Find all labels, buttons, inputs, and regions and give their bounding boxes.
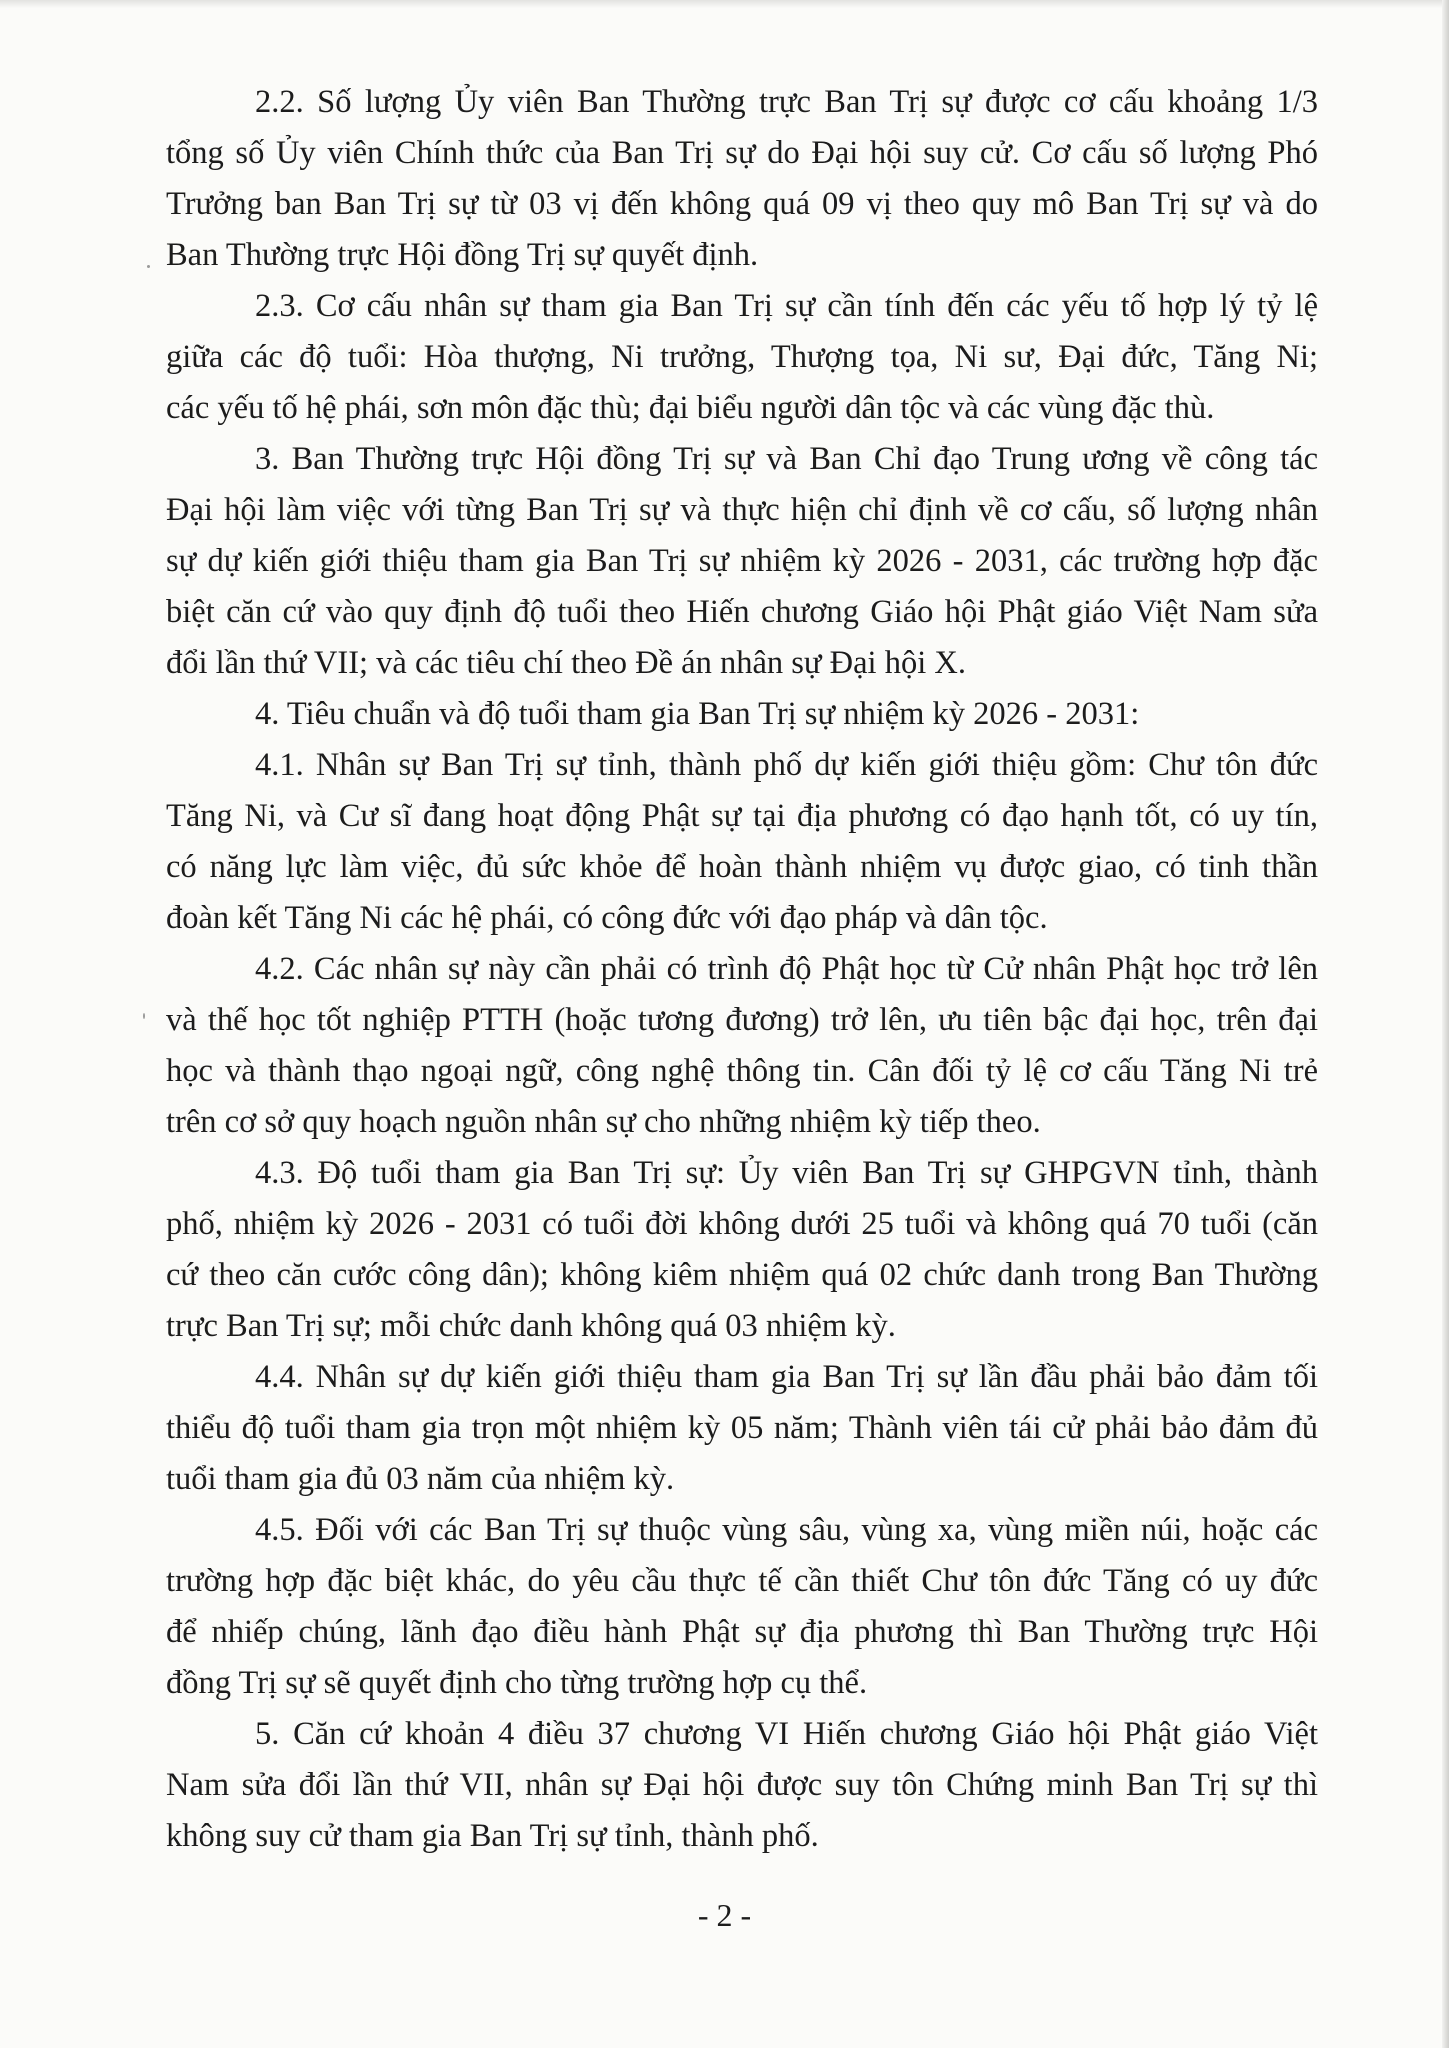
text-line: 2.3. Cơ cấu nhân sự tham gia Ban Trị sự cần tính đến các yếu tố hợp lý tỷ lệ [255, 288, 1318, 324]
scan-speck [147, 265, 150, 268]
text-line: 5. Căn cứ khoản 4 điều 37 chương VI Hiến chương Giáo hội Phật giáo Việt [255, 1716, 1318, 1752]
text-line: cứ theo căn cước công dân); không kiêm nhiệm quá 02 chức danh trong Ban Thường [166, 1257, 1318, 1293]
text-line: có năng lực làm việc, đủ sức khỏe để hoàn thành nhiệm vụ được giao, có tinh thần [166, 849, 1318, 885]
paragraph-4-1 [166, 740, 1318, 944]
text-line: đồng Trị sự sẽ quyết định cho từng trường hợp cụ thể. [166, 1665, 868, 1701]
text-line: 3. Ban Thường trực Hội đồng Trị sự và Ban Chỉ đạo Trung ương về công tác [255, 441, 1318, 477]
document-body [166, 77, 1318, 1862]
paragraph-4-4 [166, 1352, 1318, 1505]
text-line: Trưởng ban Ban Trị sự từ 03 vị đến không quá 09 vị theo quy mô Ban Trị sự và do [166, 186, 1318, 222]
text-line: trực Ban Trị sự; mỗi chức danh không quá 03 nhiệm kỳ. [166, 1308, 896, 1344]
text-line: và thế học tốt nghiệp PTTH (hoặc tương đương) trở lên, ưu tiên bậc đại học, trên đại [166, 1002, 1318, 1038]
text-line: đoàn kết Tăng Ni các hệ phái, có công đức với đạo pháp và dân tộc. [166, 900, 1048, 936]
text-line: Nam sửa đổi lần thứ VII, nhân sự Đại hội được suy tôn Chứng minh Ban Trị sự thì [166, 1767, 1318, 1803]
paragraph-4 [166, 689, 1318, 740]
text-line: Ban Thường trực Hội đồng Trị sự quyết định. [166, 237, 759, 273]
text-line: thiểu độ tuổi tham gia trọn một nhiệm kỳ 05 năm; Thành viên tái cử phải bảo đảm đủ [166, 1410, 1318, 1446]
text-line: trường hợp đặc biệt khác, do yêu cầu thực tế cần thiết Chư tôn đức Tăng có uy đức [166, 1563, 1318, 1599]
paragraph-3 [166, 434, 1318, 689]
text-line: Đại hội làm việc với từng Ban Trị sự và thực hiện chỉ định về cơ cấu, số lượng nhân [166, 492, 1318, 528]
text-line: để nhiếp chúng, lãnh đạo điều hành Phật sự địa phương thì Ban Thường trực Hội [166, 1614, 1318, 1650]
paragraph-4-3 [166, 1148, 1318, 1352]
text-line: học và thành thạo ngoại ngữ, công nghệ thông tin. Cân đối tỷ lệ cơ cấu Tăng Ni trẻ [166, 1053, 1318, 1089]
paragraph-4-5 [166, 1505, 1318, 1709]
text-line: trên cơ sở quy hoạch nguồn nhân sự cho những nhiệm kỳ tiếp theo. [166, 1104, 1041, 1140]
text-line: sự dự kiến giới thiệu tham gia Ban Trị sự nhiệm kỳ 2026 - 2031, các trường hợp đặc [166, 543, 1318, 579]
text-line: 2.2. Số lượng Ủy viên Ban Thường trực Ban Trị sự được cơ cấu khoảng 1/3 [255, 84, 1318, 120]
text-line: tổng số Ủy viên Chính thức của Ban Trị sự do Đại hội suy cử. Cơ cấu số lượng Phó [166, 135, 1318, 171]
text-line: đổi lần thứ VII; và các tiêu chí theo Đề án nhân sự Đại hội X. [166, 645, 966, 681]
paragraph-4-2 [166, 944, 1318, 1148]
text-line: tuổi tham gia đủ 03 năm của nhiệm kỳ. [166, 1461, 675, 1497]
text-line: không suy cử tham gia Ban Trị sự tỉnh, thành phố. [166, 1818, 819, 1854]
text-line: 4.2. Các nhân sự này cần phải có trình độ Phật học từ Cử nhân Phật học trở lên [255, 951, 1318, 987]
text-line: 4.3. Độ tuổi tham gia Ban Trị sự: Ủy viên Ban Trị sự GHPGVN tỉnh, thành [255, 1155, 1318, 1191]
text-line: 4. Tiêu chuẩn và độ tuổi tham gia Ban Trị sự nhiệm kỳ 2026 - 2031: [255, 696, 1140, 732]
text-line: Tăng Ni, và Cư sĩ đang hoạt động Phật sự tại địa phương có đạo hạnh tốt, có uy tín, [166, 798, 1318, 834]
paragraph-5 [166, 1709, 1318, 1862]
scan-speck [143, 1013, 145, 1019]
page-number: - 2 - [697, 1897, 752, 1933]
text-line: 4.4. Nhân sự dự kiến giới thiệu tham gia Ban Trị sự lần đầu phải bảo đảm tối [255, 1359, 1318, 1395]
text-line: các yếu tố hệ phái, sơn môn đặc thù; đại biểu người dân tộc và các vùng đặc thù. [166, 390, 1215, 426]
text-line: biệt căn cứ vào quy định độ tuổi theo Hiến chương Giáo hội Phật giáo Việt Nam sửa [166, 594, 1318, 630]
scan-top-shade [0, 0, 1449, 8]
text-line: phố, nhiệm kỳ 2026 - 2031 có tuổi đời không dưới 25 tuổi và không quá 70 tuổi (căn [166, 1206, 1318, 1242]
text-line: 4.1. Nhân sự Ban Trị sự tỉnh, thành phố dự kiến giới thiệu gồm: Chư tôn đức [255, 747, 1318, 783]
text-line: giữa các độ tuổi: Hòa thượng, Ni trưởng, Thượng tọa, Ni sư, Đại đức, Tăng Ni; [166, 339, 1318, 375]
paragraph-2-3 [166, 281, 1318, 434]
paragraph-2-2 [166, 77, 1318, 281]
text-line: 4.5. Đối với các Ban Trị sự thuộc vùng sâu, vùng xa, vùng miền núi, hoặc các [255, 1512, 1318, 1548]
scan-right-edge [1442, 0, 1449, 2048]
